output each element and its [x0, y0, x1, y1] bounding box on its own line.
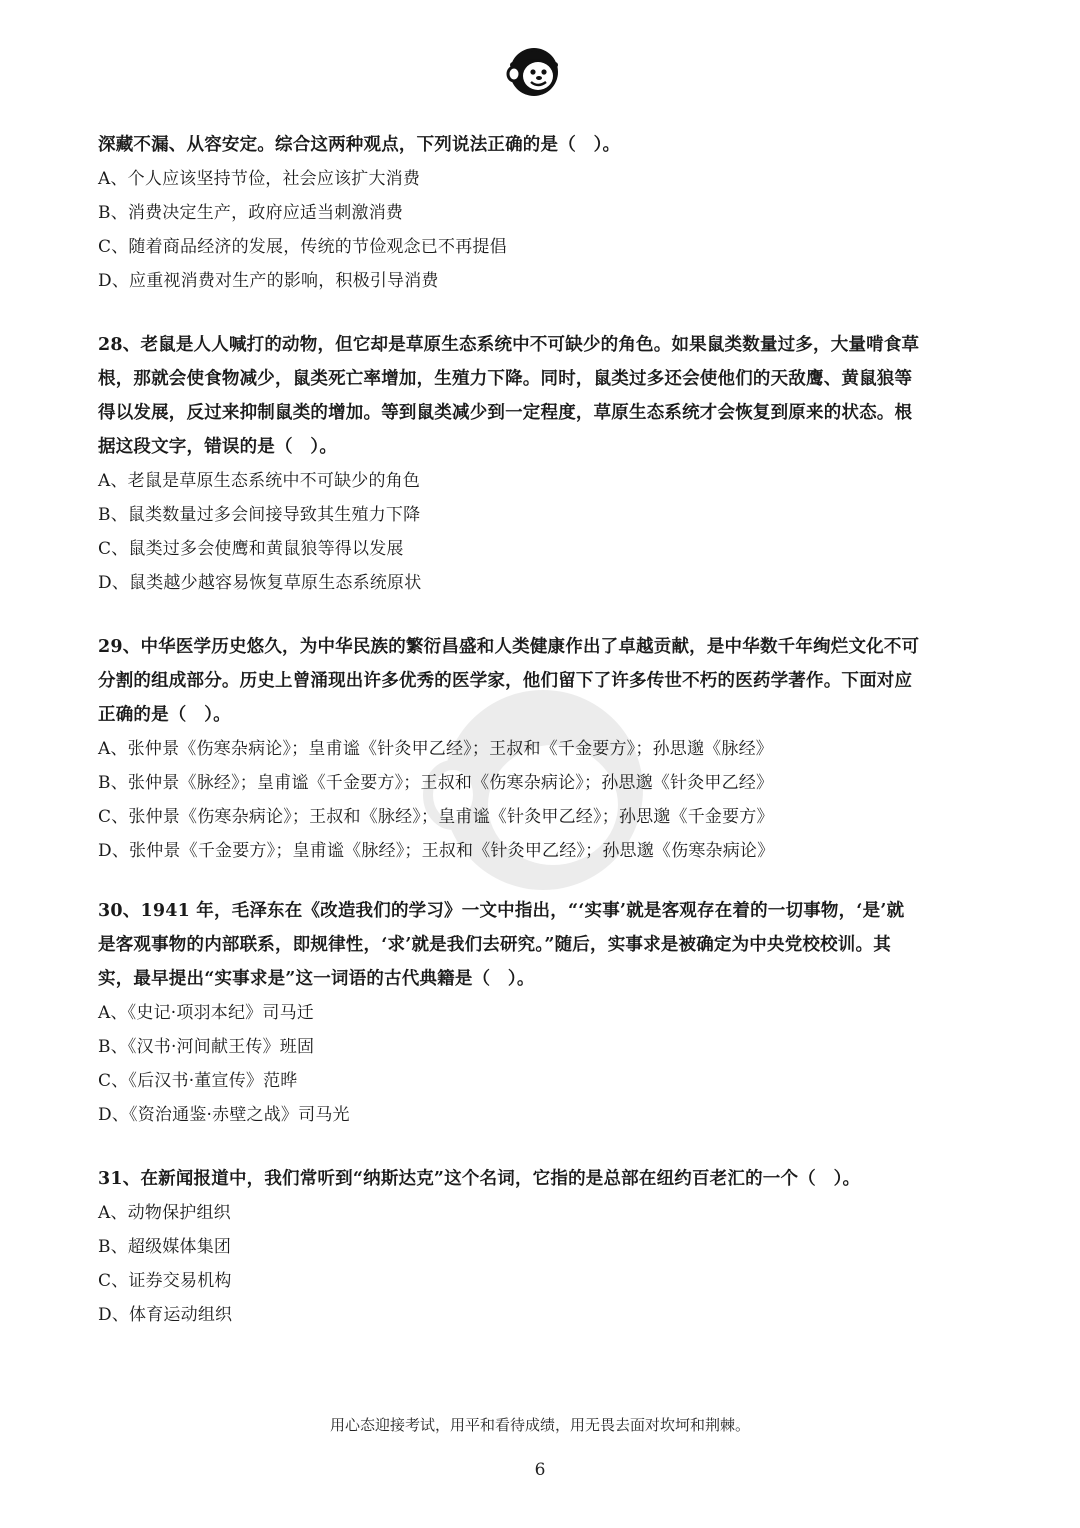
answer-option: A、个人应该坚持节俭，社会应该扩大消费	[98, 169, 421, 189]
answer-option: D、体育运动组织	[98, 1305, 233, 1325]
mascot-logo-icon	[500, 36, 568, 104]
footer-motto: 用心态迎接考试，用平和看待成绩，用无畏去面对坎坷和荆棘。	[329, 1416, 750, 1434]
answer-option: C、《后汉书·董宣传》范晔	[98, 1071, 298, 1091]
answer-option: A、《史记·项羽本纪》司马迁	[98, 1003, 314, 1023]
answer-option: B、《汉书·河间献王传》班固	[98, 1037, 315, 1057]
question-block	[98, 328, 988, 600]
question-stem-line: 30、1941 年，毛泽东在《改造我们的学习》一文中指出，“‘实事’就是客观存在着的一切事物，‘是’就	[98, 901, 905, 921]
question-stem-line: 深藏不漏、从容安定。综合这两种观点，下列说法正确的是（ ）。	[98, 135, 621, 155]
question-stem-line: 是客观事物的内部联系，即规律性，‘求’就是我们去研究。”随后，实事求是被确定为中央党校校训。其	[98, 935, 891, 955]
answer-option: D、鼠类越少越容易恢复草原生态系统原状	[98, 573, 422, 593]
answer-option: D、《资治通鉴·赤壁之战》司马光	[98, 1105, 350, 1125]
question-block	[98, 1162, 988, 1332]
answer-option: C、证券交易机构	[98, 1271, 232, 1291]
answer-option: D、应重视消费对生产的影响，积极引导消费	[98, 271, 439, 291]
question-stem-line: 正确的是（ ）。	[98, 705, 231, 725]
answer-option: D、张仲景《千金要方》；皇甫谧《脉经》；王叔和《针灸甲乙经》；孙思邈《伤寒杂病论》	[98, 841, 775, 861]
question-stem-line: 分割的组成部分。历史上曾涌现出许多优秀的医学家，他们留下了许多传世不朽的医药学著作。下面对应	[98, 671, 913, 691]
question-block	[98, 894, 988, 1132]
answer-option: C、鼠类过多会使鹰和黄鼠狼等得以发展	[98, 539, 404, 559]
page-number: 6	[534, 1460, 546, 1480]
answer-option: C、张仲景《伤寒杂病论》；王叔和《脉经》；皇甫谧《针灸甲乙经》；孙思邈《千金要方》	[98, 807, 774, 827]
answer-option: C、随着商品经济的发展，传统的节俭观念已不再提倡	[98, 237, 507, 257]
question-stem-line: 根，那就会使食物减少，鼠类死亡率增加，生殖力下降。同时，鼠类过多还会使他们的天敌鹰、黄鼠狼等	[98, 369, 913, 389]
question-stem-line: 28、老鼠是人人喊打的动物，但它却是草原生态系统中不可缺少的角色。如果鼠类数量过多，大量啃食草	[98, 335, 920, 355]
question-stem-line: 29、中华医学历史悠久，为中华民族的繁衍昌盛和人类健康作出了卓越贡献，是中华数千年绚烂文化不可	[98, 637, 920, 657]
answer-option: A、动物保护组织	[98, 1203, 231, 1223]
answer-option: B、鼠类数量过多会间接导致其生殖力下降	[98, 505, 421, 525]
answer-option: A、老鼠是草原生态系统中不可缺少的角色	[98, 471, 421, 491]
question-stem-line: 得以发展，反过来抑制鼠类的增加。等到鼠类减少到一定程度，草原生态系统才会恢复到原来的状态。根	[98, 403, 913, 423]
answer-option: B、超级媒体集团	[98, 1237, 232, 1257]
question-list	[98, 128, 988, 1332]
question-block	[98, 630, 988, 868]
answer-option: B、张仲景《脉经》；皇甫谧《千金要方》；王叔和《伤寒杂病论》；孙思邈《针灸甲乙经》	[98, 773, 774, 793]
question-block	[98, 128, 988, 298]
question-stem-line: 据这段文字，错误的是（ ）。	[98, 437, 338, 457]
answer-option: B、消费决定生产，政府应适当刺激消费	[98, 203, 404, 223]
question-stem-line: 实，最早提出“实事求是”这一词语的古代典籍是（ ）。	[98, 969, 535, 989]
question-stem-line: 31、在新闻报道中，我们常听到“纳斯达克”这个名词，它指的是总部在纽约百老汇的一个（ ）。	[98, 1169, 861, 1189]
answer-option: A、张仲景《伤寒杂病论》；皇甫谧《针灸甲乙经》；王叔和《千金要方》；孙思邈《脉经》	[98, 739, 773, 759]
